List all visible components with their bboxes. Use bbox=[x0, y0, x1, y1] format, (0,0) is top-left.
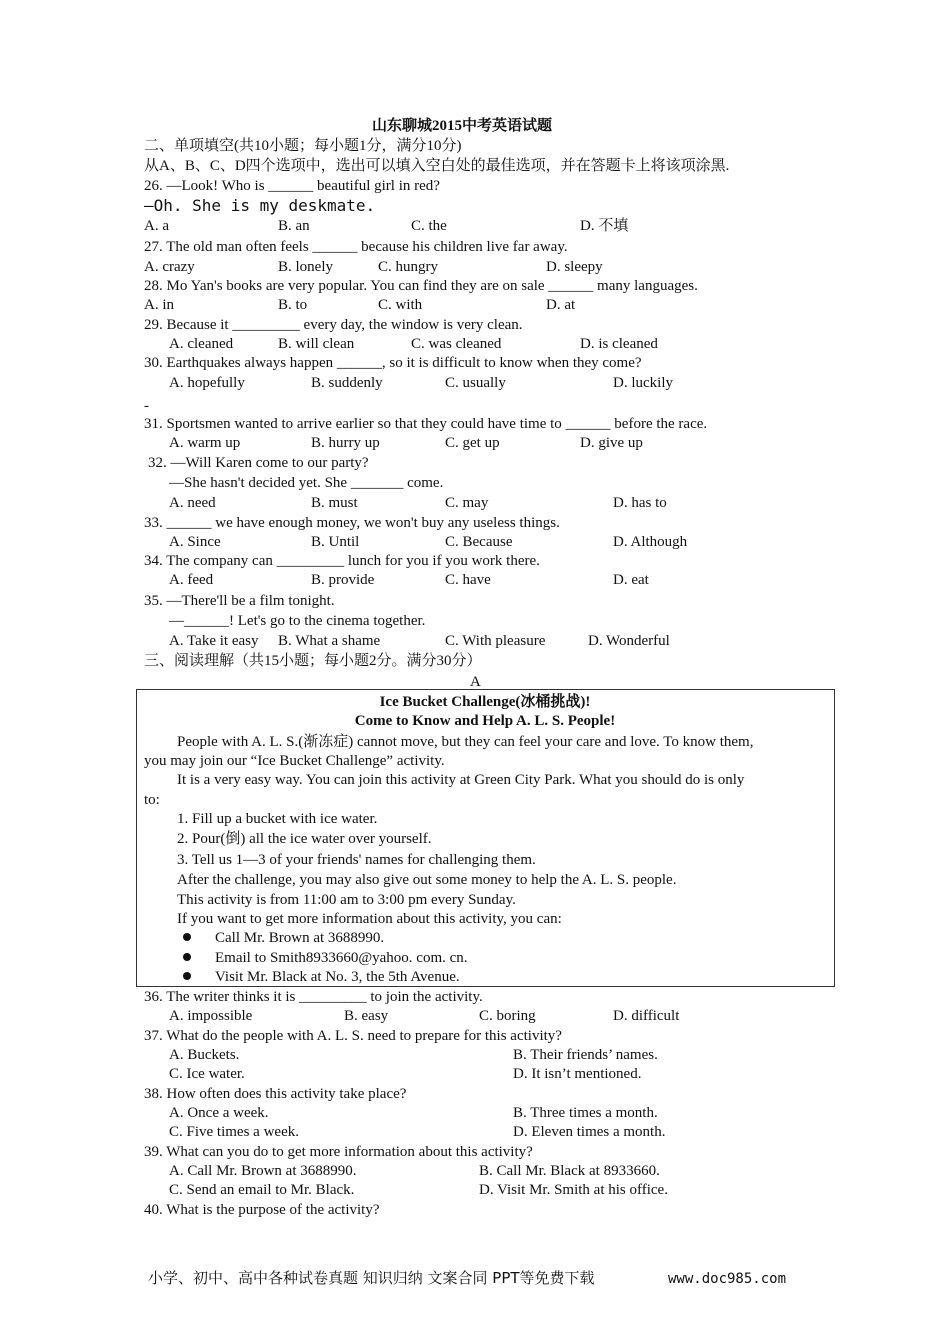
question-32-option-c: C. may bbox=[445, 495, 489, 511]
question-26-option-c: C. the bbox=[411, 218, 447, 234]
question-35-reply: —______! Let's go to the cinema together. bbox=[169, 613, 426, 629]
question-26-stem: 26. —Look! Who is ______ beautiful girl in red? bbox=[144, 178, 440, 194]
section-2-header: 二、单项填空(共10小题；每小题1分，满分10分) bbox=[144, 138, 462, 154]
question-36-stem: 36. The writer thinks it is _________ to join the activity. bbox=[144, 989, 483, 1005]
question-37-option-d: D. It isn’t mentioned. bbox=[513, 1066, 642, 1082]
question-34-option-c: C. have bbox=[445, 572, 491, 588]
stray-dash: - bbox=[144, 398, 149, 414]
question-27-option-a: A. crazy bbox=[144, 259, 195, 275]
bullet-icon bbox=[183, 972, 191, 980]
question-36-option-b: B. easy bbox=[344, 1008, 389, 1024]
passage-paragraph-4: This activity is from 11:00 am to 3:00 pm every Sunday. bbox=[177, 892, 516, 908]
question-39-option-c: C. Send an email to Mr. Black. bbox=[169, 1182, 355, 1198]
question-33-option-c: C. Because bbox=[445, 534, 513, 550]
question-30-option-d: D. luckily bbox=[613, 375, 673, 391]
question-27-option-c: C. hungry bbox=[378, 259, 438, 275]
question-31-option-d: D. give up bbox=[580, 435, 643, 451]
question-32-option-a: A. need bbox=[169, 495, 216, 511]
question-30-option-a: A. hopefully bbox=[169, 375, 245, 391]
question-29-option-b: B. will clean bbox=[278, 336, 355, 352]
bullet-icon bbox=[183, 933, 191, 941]
question-31-option-c: C. get up bbox=[445, 435, 500, 451]
passage-bullet-2: Email to Smith8933660@yahoo. com. cn. bbox=[215, 950, 468, 966]
question-38-option-b: B. Three times a month. bbox=[513, 1105, 658, 1121]
question-27-option-b: B. lonely bbox=[278, 259, 333, 275]
question-26-reply: —Oh. She is my deskmate. bbox=[144, 196, 376, 215]
passage-step-3: 3. Tell us 1—3 of your friends' names for challenging them. bbox=[177, 852, 536, 868]
page-title: 山东聊城2015中考英语试题 bbox=[372, 118, 553, 134]
question-32-option-d: D. has to bbox=[613, 495, 667, 511]
question-29-option-c: C. was cleaned bbox=[411, 336, 502, 352]
question-37-stem: 37. What do the people with A. L. S. need to prepare for this activity? bbox=[144, 1028, 562, 1044]
question-26-option-b: B. an bbox=[278, 218, 310, 234]
question-31-option-b: B. hurry up bbox=[311, 435, 380, 451]
question-38-option-d: D. Eleven times a month. bbox=[513, 1124, 666, 1140]
question-31-option-a: A. warm up bbox=[169, 435, 241, 451]
bullet-icon bbox=[183, 953, 191, 961]
question-36-option-a: A. impossible bbox=[169, 1008, 253, 1024]
passage-paragraph-2-cont: to: bbox=[144, 792, 160, 808]
passage-title: Ice Bucket Challenge(冰桶挑战)! bbox=[379, 694, 591, 710]
question-29-option-d: D. is cleaned bbox=[580, 336, 658, 352]
question-35-option-b: B. What a shame bbox=[278, 633, 381, 649]
question-30-option-c: C. usually bbox=[445, 375, 506, 391]
question-33-option-b: B. Until bbox=[311, 534, 360, 550]
question-38-option-a: A. Once a week. bbox=[169, 1105, 269, 1121]
passage-paragraph-5: If you want to get more information about this activity, you can: bbox=[177, 911, 562, 927]
question-40-stem: 40. What is the purpose of the activity? bbox=[144, 1202, 380, 1218]
question-29-option-a: A. cleaned bbox=[169, 336, 234, 352]
passage-paragraph-2: It is a very easy way. You can join this activity at Green City Park. What you should do is only bbox=[177, 772, 745, 788]
question-27-stem: 27. The old man often feels ______ because his children live far away. bbox=[144, 239, 568, 255]
question-37-option-c: C. Ice water. bbox=[169, 1066, 245, 1082]
question-29-stem: 29. Because it _________ every day, the window is very clean. bbox=[144, 317, 523, 333]
question-32-reply: —She hasn't decided yet. She _______ come. bbox=[169, 475, 444, 491]
passage-subtitle: Come to Know and Help A. L. S. People! bbox=[354, 713, 616, 729]
passage-paragraph-3: After the challenge, you may also give out some money to help the A. L. S. people. bbox=[177, 872, 677, 888]
question-36-option-c: C. boring bbox=[479, 1008, 536, 1024]
question-34-option-a: A. feed bbox=[169, 572, 214, 588]
question-33-stem: 33. ______ we have enough money, we won't buy any useless things. bbox=[144, 515, 560, 531]
question-37-option-b: B. Their friends’ names. bbox=[513, 1047, 658, 1063]
question-28-option-a: A. in bbox=[144, 297, 174, 313]
question-38-stem: 38. How often does this activity take place? bbox=[144, 1086, 407, 1102]
passage-label: A bbox=[470, 674, 481, 690]
passage-paragraph-1: People with A. L. S.(渐冻症) cannot move, but they can feel your care and love. To know them, bbox=[177, 734, 754, 750]
question-37-option-a: A. Buckets. bbox=[169, 1047, 240, 1063]
question-35-option-d: D. Wonderful bbox=[588, 633, 670, 649]
question-36-option-d: D. difficult bbox=[613, 1008, 680, 1024]
question-35-option-a: A. Take it easy bbox=[169, 633, 259, 649]
question-30-stem: 30. Earthquakes always happen ______, so it is difficult to know when they come? bbox=[144, 355, 642, 371]
question-32-option-b: B. must bbox=[311, 495, 358, 511]
footer-url[interactable]: www.doc985.com bbox=[668, 1271, 787, 1287]
passage-paragraph-1-cont: you may join our “Ice Bucket Challenge” activity. bbox=[144, 753, 445, 769]
question-30-option-b: B. suddenly bbox=[311, 375, 383, 391]
question-38-option-c: C. Five times a week. bbox=[169, 1124, 299, 1140]
section-2-instruction: 从A、B、C、D四个选项中，选出可以填入空白处的最佳选项，并在答题卡上将该项涂黑. bbox=[144, 158, 730, 174]
passage-step-1: 1. Fill up a bucket with ice water. bbox=[177, 811, 378, 827]
question-39-option-a: A. Call Mr. Brown at 3688990. bbox=[169, 1163, 357, 1179]
question-32-stem: 32. —Will Karen come to our party? bbox=[148, 455, 369, 471]
question-34-stem: 34. The company can _________ lunch for you if you work there. bbox=[144, 553, 540, 569]
question-34-option-b: B. provide bbox=[311, 572, 375, 588]
question-35-stem: 35. —There'll be a film tonight. bbox=[144, 593, 335, 609]
question-28-option-d: D. at bbox=[546, 297, 576, 313]
question-26-option-d: D. 不填 bbox=[580, 218, 629, 234]
footer-text: 小学、初中、高中各种试卷真题 知识归纳 文案合同 PPT等免费下载 bbox=[148, 1269, 595, 1287]
question-26-option-a: A. a bbox=[144, 218, 169, 234]
question-28-stem: 28. Mo Yan's books are very popular. You can find they are on sale ______ many languages. bbox=[144, 278, 698, 294]
question-33-option-a: A. Since bbox=[169, 534, 221, 550]
passage-step-2: 2. Pour(倒) all the ice water over yourself. bbox=[177, 831, 432, 847]
question-39-option-b: B. Call Mr. Black at 8933660. bbox=[479, 1163, 660, 1179]
question-28-option-b: B. to bbox=[278, 297, 308, 313]
question-39-option-d: D. Visit Mr. Smith at his office. bbox=[479, 1182, 668, 1198]
passage-bullet-1: Call Mr. Brown at 3688990. bbox=[215, 930, 385, 946]
question-35-option-c: C. With pleasure bbox=[445, 633, 546, 649]
question-27-option-d: D. sleepy bbox=[546, 259, 603, 275]
passage-bullet-3: Visit Mr. Black at No. 3, the 5th Avenue. bbox=[215, 969, 460, 985]
question-34-option-d: D. eat bbox=[613, 572, 649, 588]
section-3-header: 三、阅读理解（共15小题；每小题2分。满分30分） bbox=[144, 653, 482, 669]
question-28-option-c: C. with bbox=[378, 297, 423, 313]
question-33-option-d: D. Although bbox=[613, 534, 688, 550]
question-31-stem: 31. Sportsmen wanted to arrive earlier so that they could have time to ______ before the race. bbox=[144, 416, 708, 432]
question-39-stem: 39. What can you do to get more information about this activity? bbox=[144, 1144, 533, 1160]
